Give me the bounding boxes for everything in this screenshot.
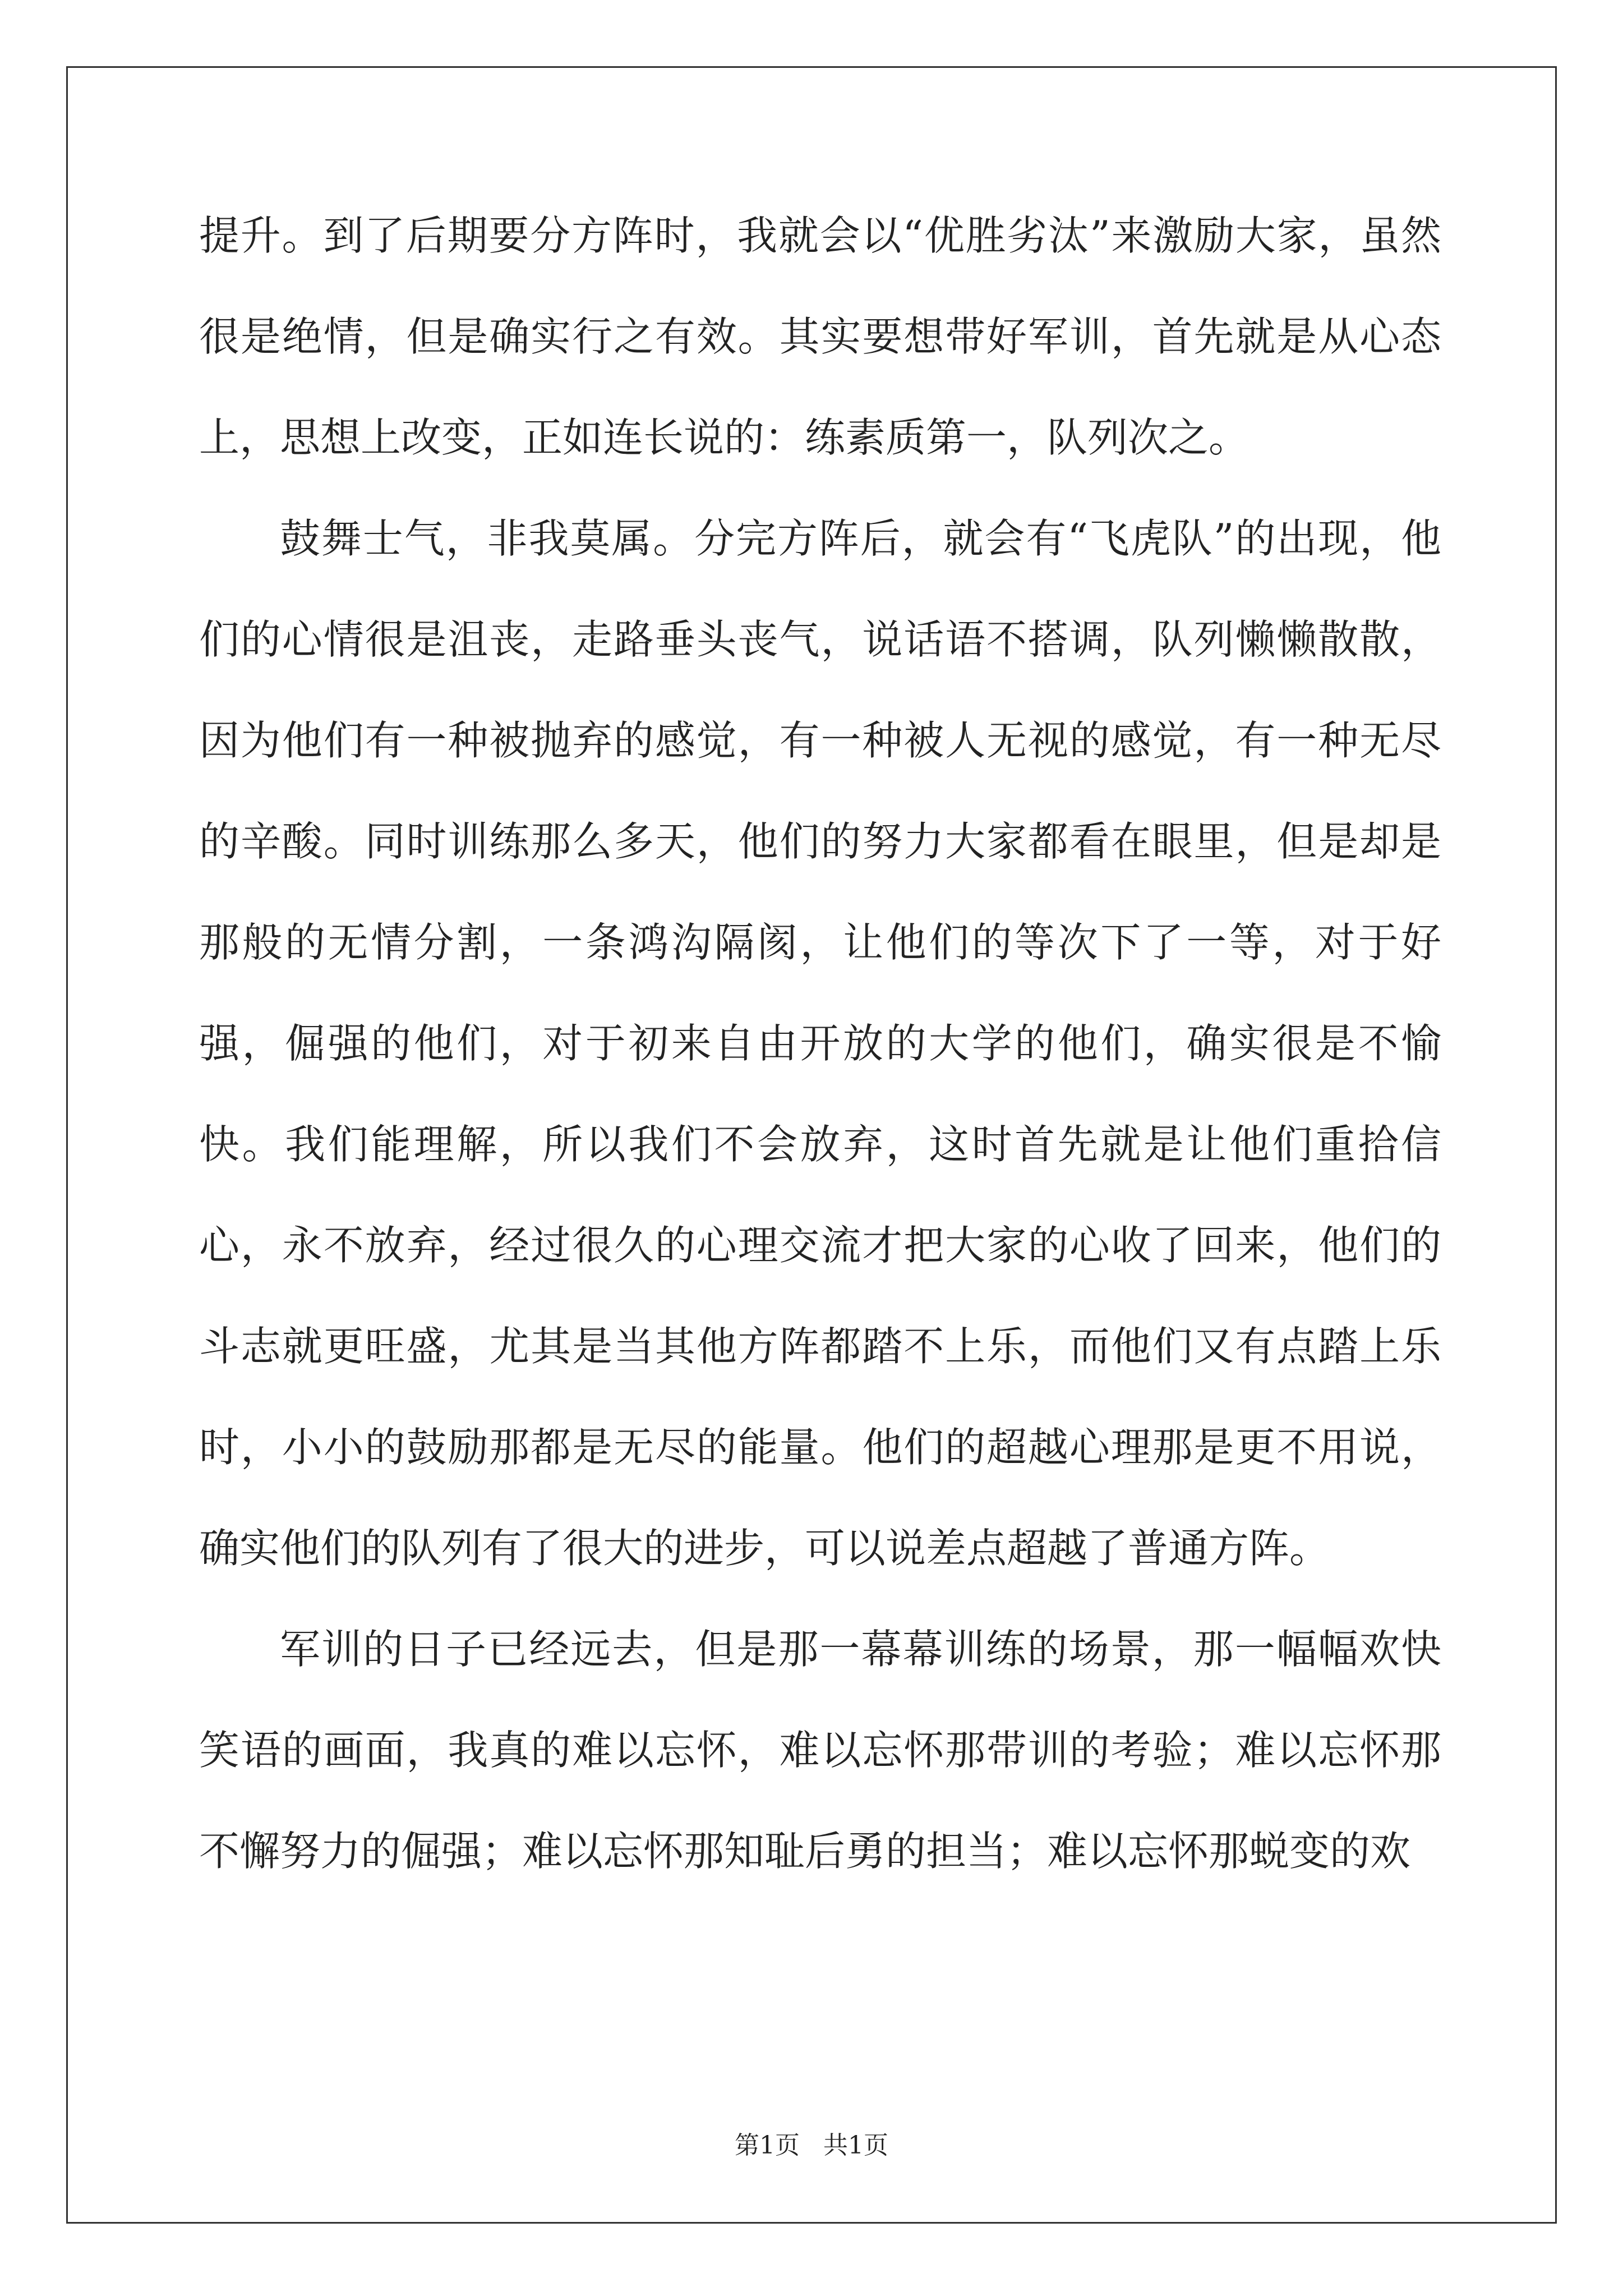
paragraph-1: 提升。到了后期要分方阵时，我就会以“优胜劣汰”来激励大家，虽然很是绝情，但是确实行之有效。其实要想带好军训，首先就是从心态上，思想上改变，正如连长说的：练素质第一，队列次之。 bbox=[199, 212, 1441, 461]
paragraph-3: 军训的日子已经远去，但是那一幕幕训练的场景，那一幅幅欢快笑语的画面，我真的难以忘怀，难以忘怀那带训的考验；难以忘怀那不懈努力的倔强；难以忘怀那知耻后勇的担当；难以忘怀那蜕变的欢 bbox=[199, 1626, 1441, 1875]
paragraph-2: 鼓舞士气，非我莫属。分完方阵后，就会有“飞虎队”的出现，他们的心情很是沮丧，走路垂头丧气，说话语不搭调，队列懒懒散散，因为他们有一种被抛弃的感觉，有一种被人无视的感觉，有一种无尽的辛酸。同时训练那么多天，他们的努力大家都看在眼里，但是却是那般的无情分割，一条鸿沟隔阂，让他们的等次下了一等，对于好强，倔强的他们，对于初来自由开放的大学的他们，确实很是不愉快。我们能理解，所以我们不会放弃，这时首先就是让他们重拾信心，永不放弃，经过很久的心理交流才把大家的心收了回来，他们的斗志就更旺盛，尤其是当其他方阵都踏不上乐，而他们又有点踏上乐时，小小的鼓励那都是无尽的能量。他们的超越心理那是更不用说，确实他们的队列有了很大的进步，可以说差点超越了普通方阵。 bbox=[199, 515, 1441, 1572]
page-number: 第1页 bbox=[735, 2131, 800, 2160]
page-footer bbox=[0, 2125, 1623, 2161]
document-body bbox=[199, 185, 1441, 1902]
page-total: 共1页 bbox=[823, 2131, 888, 2160]
